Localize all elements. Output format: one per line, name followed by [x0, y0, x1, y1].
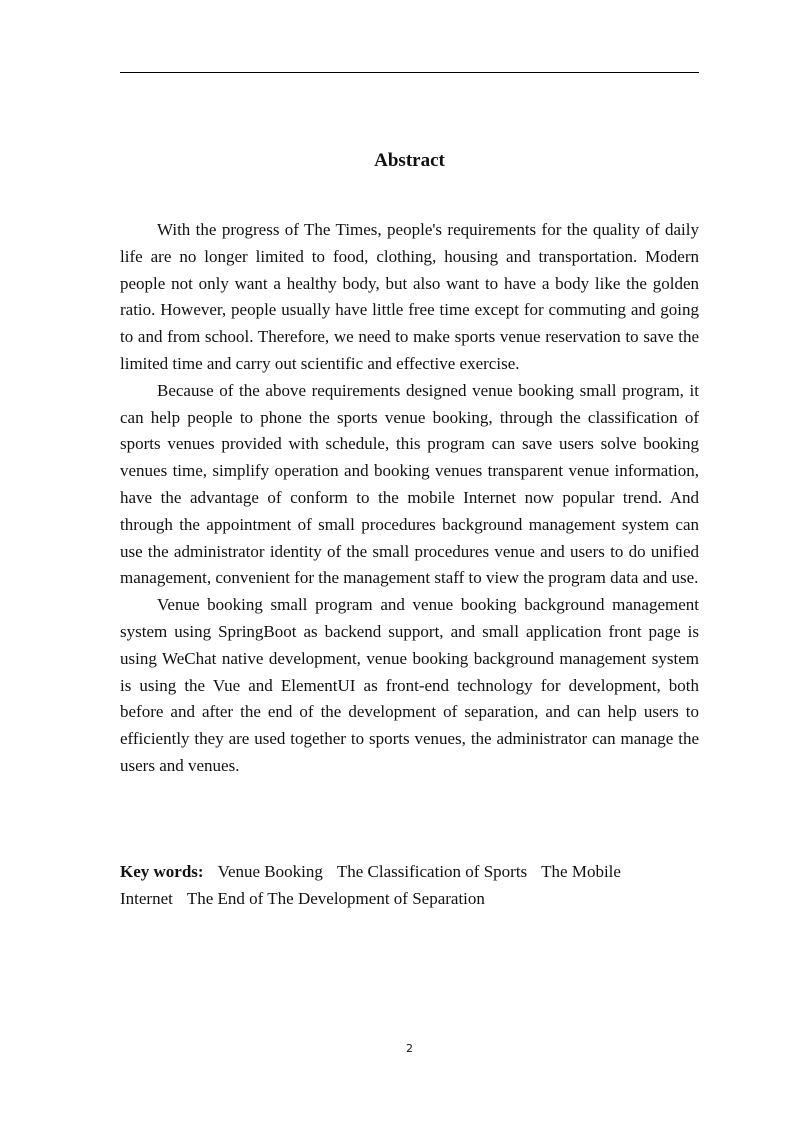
keywords-label: Key words: — [120, 862, 204, 881]
keyword-item: Venue Booking — [217, 862, 323, 881]
abstract-paragraph-2: Because of the above requirements designed venue booking small program, it can help people to phone the sports venue booking, through the classification of sports venues provided with schedule, this program can save users solve booking venues time, simplify operation and booking venues transparent venue information, have the advantage of conform to the mobile Internet now popular trend. And through the appointment of small procedures background management system can use the administrator identity of the small procedures venue and users to do unified management, convenient for the management staff to view the program data and use. — [120, 380, 699, 588]
keyword-item: The Mobile Internet — [120, 862, 621, 908]
page-number: 2 — [406, 1042, 413, 1055]
keyword-item: The End of The Development of Separation — [186, 889, 485, 908]
abstract-body — [120, 217, 699, 780]
abstract-title: Abstract — [374, 150, 445, 171]
abstract-paragraph-1: With the progress of The Times, people's requirements for the quality of daily life are no longer limited to food, clothing, housing and transportation. Modern people not only want a healthy body, but also want to have a body like the golden ratio. However, people usually have little free time except for commuting and going to and from school. Therefore, we need to make sports venue reservation to save the limited time and carry out scientific and effective exercise. — [120, 220, 699, 373]
abstract-paragraph-3: Venue booking small program and venue booking background management system using SpringBoot as backend support, and small application front page is using WeChat native development, venue booking background management system is using the Vue and ElementUI as front-end technology for development, both before and after the end of the development of separation, and can help users to efficiently they are used together to sports venues, the administrator can manage the users and venues. — [120, 595, 699, 775]
keywords-line — [120, 858, 699, 912]
header-rule — [120, 72, 699, 73]
keyword-item: The Classification of Sports — [336, 862, 528, 881]
